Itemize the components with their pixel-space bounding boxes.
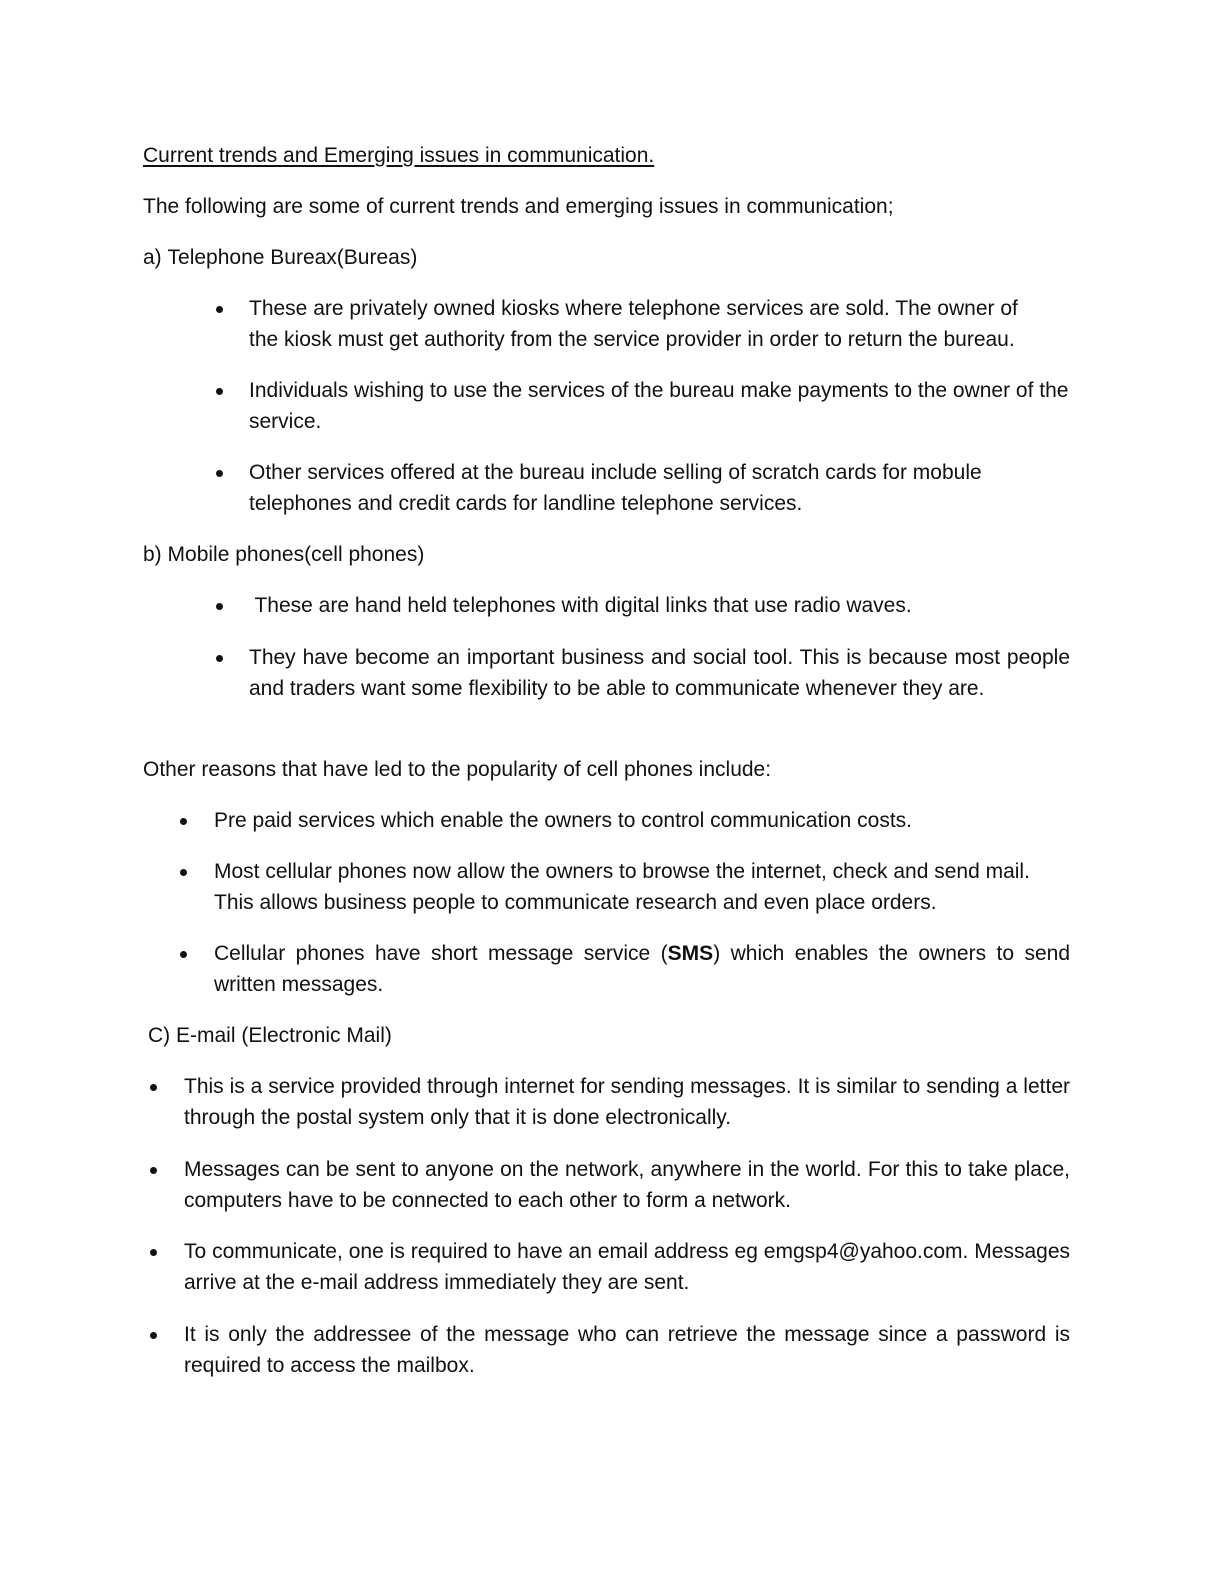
section-c-label: E-mail (Electronic Mail) <box>176 1024 392 1047</box>
section-b-heading <box>143 539 424 570</box>
sms-text-after: ) which enables the owners to send written messages. <box>214 942 1070 996</box>
bullet-icon <box>216 470 223 477</box>
sms-text-before: Cellular phones have short message service ( <box>214 942 668 965</box>
document-title: Current trends and Emerging issues in communication. <box>143 144 655 167</box>
bullet-icon <box>150 1167 157 1174</box>
list-item-text: Other services offered at the bureau include selling of scratch cards for mobule telephones and credit cards for landline telephone services. <box>249 461 982 515</box>
list-item-text: To communicate, one is required to have an email address eg emgsp4@yahoo.com. Messages arrive at the e-mail address immediately they are sent. <box>184 1240 1070 1294</box>
bullet-icon <box>150 1332 157 1339</box>
section-b-prefix: b) <box>143 543 168 566</box>
list-item-text: These are privately owned kiosks where telephone services are sold. The owner of the kiosk must get authority from the service provider in order to return the bureau. <box>249 297 1018 351</box>
bullet-icon <box>216 388 223 395</box>
list-item-text: It is only the addressee of the message who can retrieve the message since a password is required to access the mailbox. <box>184 1323 1070 1377</box>
bullet-icon <box>216 655 223 662</box>
section-a-label: Telephone Bureax(Bureas) <box>167 246 418 269</box>
list-item-text: Messages can be sent to anyone on the network, anywhere in the world. For this to take place, computers have to be connected to each other to form a network. <box>184 1158 1070 1212</box>
list-item-text: This is a service provided through internet for sending messages. It is similar to sending a letter through the postal system only that it is done electronically. <box>184 1075 1070 1129</box>
section-b-label: Mobile phones(cell phones) <box>167 543 425 566</box>
reasons-heading: Other reasons that have led to the popularity of cell phones include: <box>143 758 772 781</box>
list-item-text: Individuals wishing to use the services of the bureau make payments to the owner of the service. <box>249 379 1069 433</box>
bullet-icon <box>180 951 187 958</box>
bullet-icon <box>150 1084 157 1091</box>
list-item-text: These are hand held telephones with digital links that use radio waves. <box>249 594 912 617</box>
list-item-text: Pre paid services which enable the owners to control communication costs. <box>214 809 913 832</box>
bullet-icon <box>216 603 223 610</box>
section-c-heading <box>148 1020 392 1051</box>
section-a-prefix: a) <box>143 246 168 269</box>
list-item-text: Most cellular phones now allow the owners to browse the internet, check and send mail. This allows business people to communicate research and even place orders. <box>214 860 1030 914</box>
section-a-heading <box>143 242 417 273</box>
sms-abbreviation: SMS <box>667 942 714 965</box>
intro-paragraph: The following are some of current trends and emerging issues in communication; <box>143 195 894 218</box>
bullet-icon <box>180 818 187 825</box>
bullet-icon <box>216 306 223 313</box>
list-item-text: They have become an important business and social tool. This is because most people and traders want some flexibility to be able to communicate whenever they are. <box>249 646 1070 700</box>
bullet-icon <box>180 869 187 876</box>
bullet-icon <box>150 1249 157 1256</box>
list-item-text <box>214 938 1070 1000</box>
section-c-prefix: C) <box>148 1024 176 1047</box>
